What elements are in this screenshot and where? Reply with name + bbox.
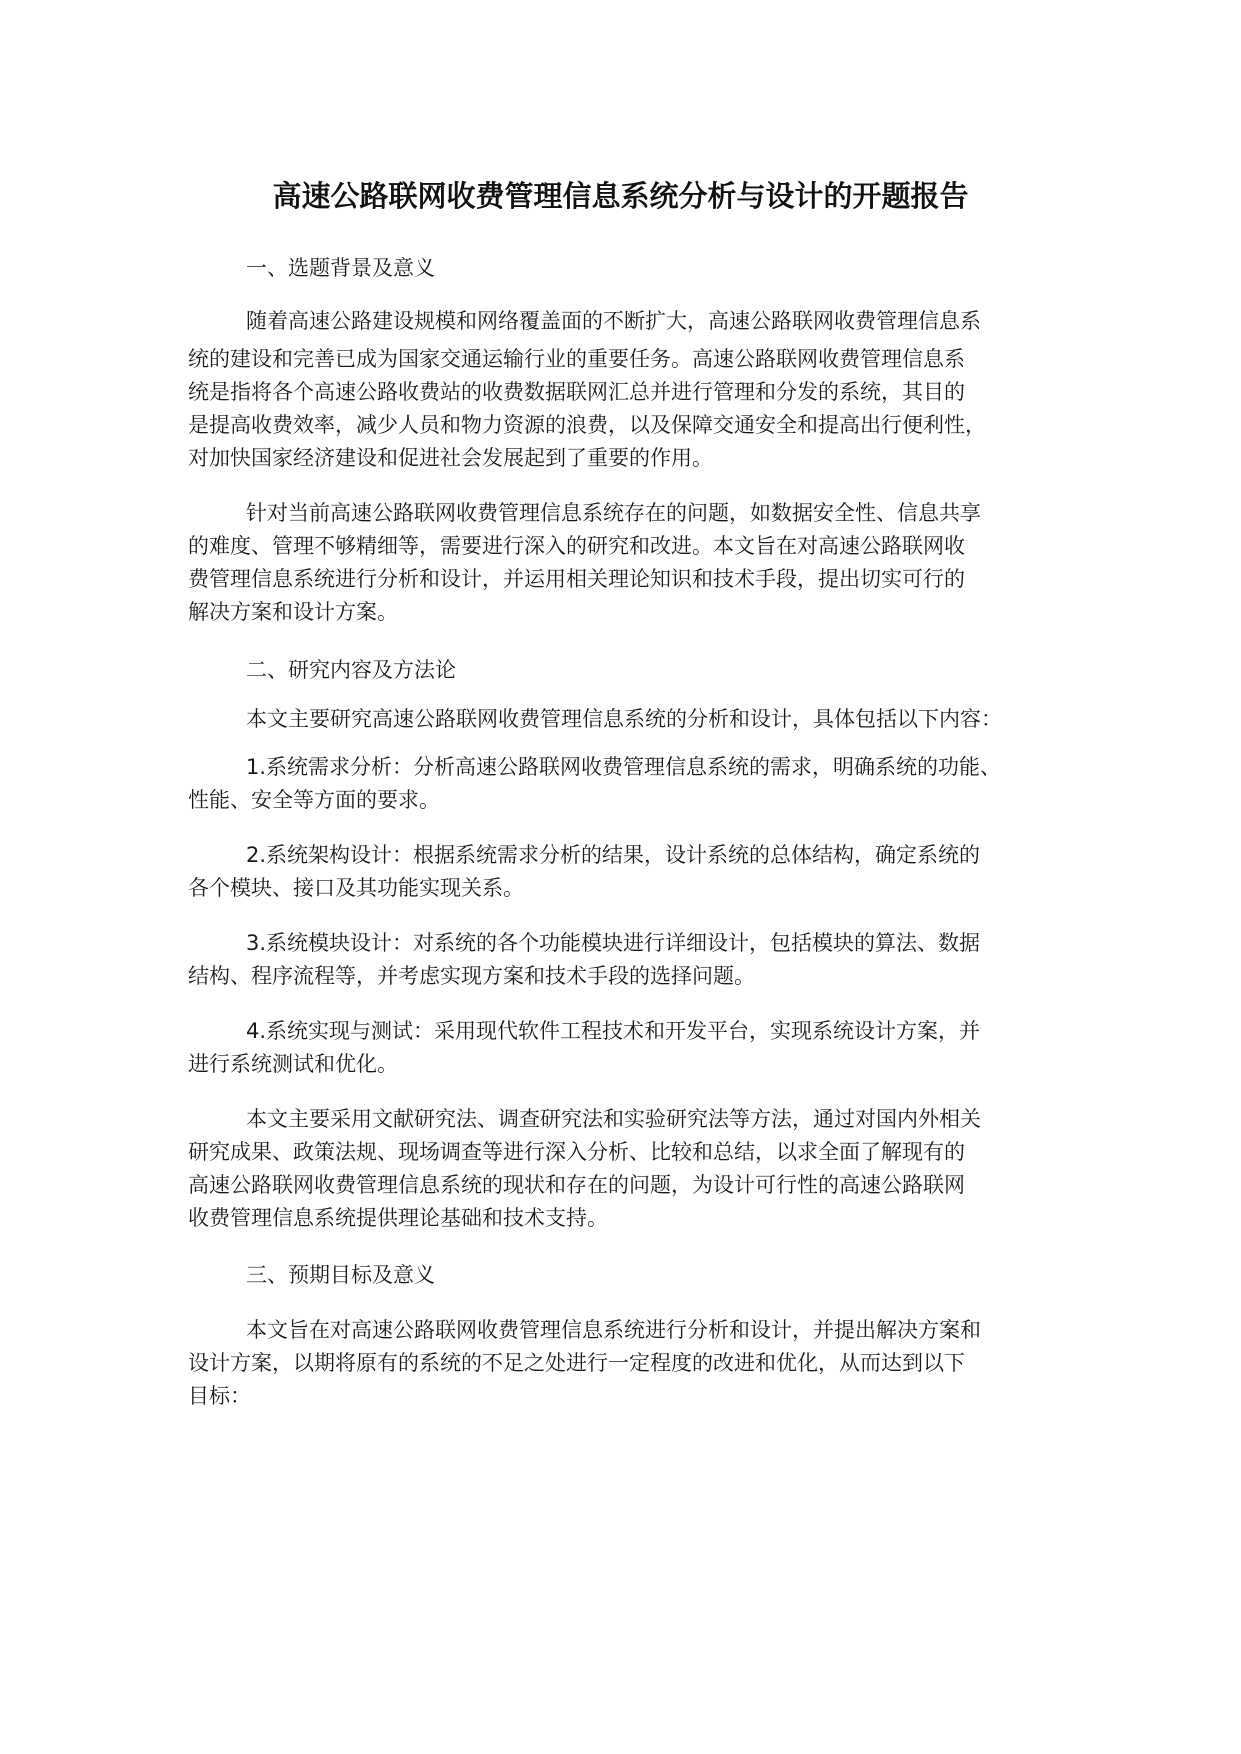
section-heading-3: 三、预期目标及意义 [246,1263,435,1287]
paragraph-line: 本文主要研究高速公路联网收费管理信息系统的分析和设计，具体包括以下内容： [246,707,1002,731]
document-title: 高速公路联网收费管理信息系统分析与设计的开题报告 [272,179,969,213]
paragraph-line: 解决方案和设计方案。 [188,600,398,624]
paragraph-line: 本文主要采用文献研究法、调查研究法和实验研究法等方法，通过对国内外相关 [246,1107,981,1131]
paragraph-line: 设计方案，以期将原有的系统的不足之处进行一定程度的改进和优化，从而达到以下 [188,1351,965,1375]
paragraph-line: 统是指将各个高速公路收费站的收费数据联网汇总并进行管理和分发的系统，其目的 [188,380,965,404]
list-item-line: 进行系统测试和优化。 [188,1052,398,1076]
paragraph-line: 是提高收费效率，减少人员和物力资源的浪费，以及保障交通安全和提高出行便利性， [188,413,986,437]
section-heading-1: 一、选题背景及意义 [246,256,435,280]
section-heading-2: 二、研究内容及方法论 [246,658,456,682]
paragraph-line: 随着高速公路建设规模和网络覆盖面的不断扩大，高速公路联网收费管理信息系 [246,309,981,333]
paragraph-line: 目标： [188,1384,251,1408]
list-item-line: 2.系统架构设计：根据系统需求分析的结果，设计系统的总体结构，确定系统的 [246,843,981,867]
paragraph-line: 的难度、管理不够精细等，需要进行深入的研究和改进。本文旨在对高速公路联网收 [188,534,965,558]
paragraph-line: 对加快国家经济建设和促进社会发展起到了重要的作用。 [188,446,713,470]
list-item-line: 各个模块、接口及其功能实现关系。 [188,876,524,900]
list-item-line: 性能、安全等方面的要求。 [188,788,440,812]
paragraph-line: 收费管理信息系统提供理论基础和技术支持。 [188,1206,608,1230]
list-item-line: 1.系统需求分析：分析高速公路联网收费管理信息系统的需求，明确系统的功能、 [246,755,1002,779]
paragraph-line: 费管理信息系统进行分析和设计，并运用相关理论知识和技术手段，提出切实可行的 [188,567,965,591]
paragraph-line: 本文旨在对高速公路联网收费管理信息系统进行分析和设计，并提出解决方案和 [246,1318,981,1342]
paragraph-line: 高速公路联网收费管理信息系统的现状和存在的问题，为设计可行性的高速公路联网 [188,1173,965,1197]
list-item-line: 3.系统模块设计：对系统的各个功能模块进行详细设计，包括模块的算法、数据 [246,931,981,955]
list-item-line: 结构、程序流程等，并考虑实现方案和技术手段的选择问题。 [188,964,755,988]
paragraph-line: 针对当前高速公路联网收费管理信息系统存在的问题，如数据安全性、信息共享 [246,501,981,525]
paragraph-line: 统的建设和完善已成为国家交通运输行业的重要任务。高速公路联网收费管理信息系 [188,347,965,371]
list-item-line: 4.系统实现与测试：采用现代软件工程技术和开发平台，实现系统设计方案，并 [246,1019,981,1043]
paragraph-line: 研究成果、政策法规、现场调查等进行深入分析、比较和总结，以求全面了解现有的 [188,1140,965,1164]
